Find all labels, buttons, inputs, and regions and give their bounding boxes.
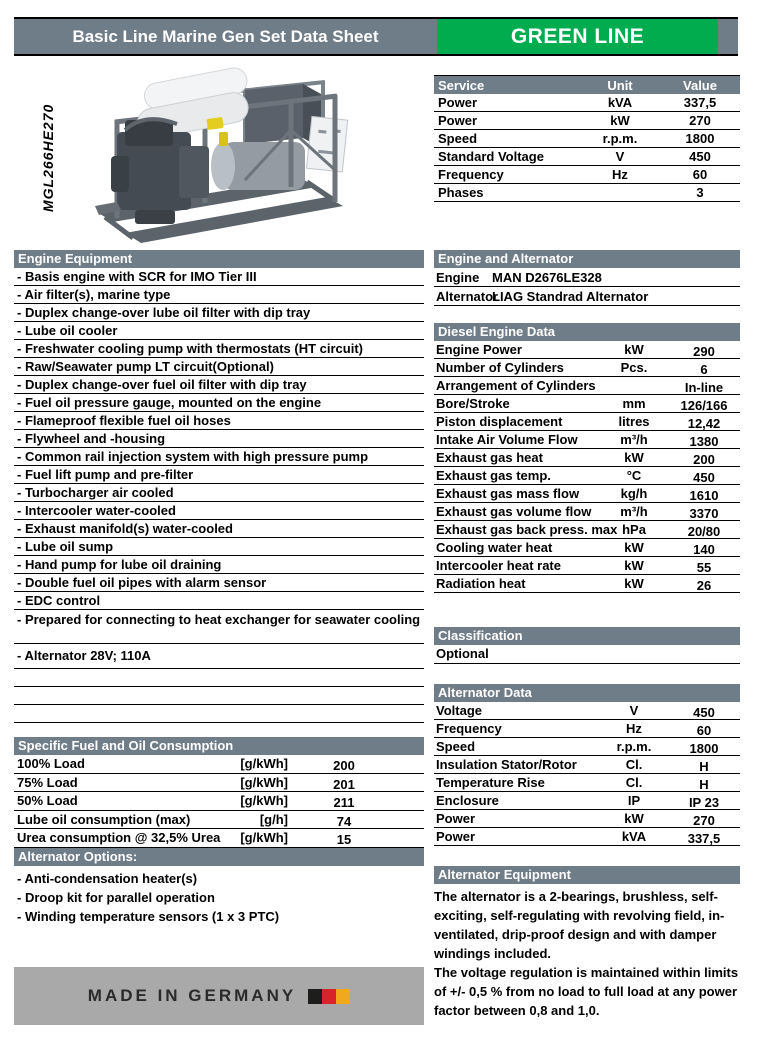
classification-title: Classification (434, 627, 740, 645)
fuel-label: Lube oil consumption (max) (17, 811, 191, 827)
service-row (434, 94, 740, 112)
fuel-label: 100% Load (17, 756, 85, 772)
service-col-header: Service (438, 77, 485, 93)
data-row (434, 792, 740, 810)
service-unit: r.p.m. (602, 131, 638, 146)
equipment-item: - Common rail injection system with high pressure pump (14, 448, 424, 466)
service-value: 450 (689, 149, 711, 164)
row-label: Frequency (436, 721, 502, 736)
fuel-unit: [g/kWh] (240, 774, 288, 790)
model-code-label: MGL266HE270 (40, 103, 56, 212)
equipment-item: - Freshwater cooling pump with thermostats (HT circuit) (14, 340, 424, 358)
green-line-badge (437, 19, 718, 54)
row-value: H (699, 777, 709, 792)
genset-illustration (95, 60, 350, 252)
row-value: In-line (684, 380, 724, 395)
lifting-bracket (219, 132, 228, 146)
service-unit: Hz (612, 167, 628, 182)
equipment-item: - Flameproof flexible fuel oil hoses (14, 412, 424, 430)
equipment-item: - EDC control (14, 592, 424, 610)
service-table (434, 75, 740, 202)
service-unit: V (615, 149, 625, 164)
row-label: Enclosure (436, 793, 499, 808)
row-label: Bore/Stroke (436, 396, 510, 411)
row-value: 1380 (689, 434, 719, 449)
data-row (434, 539, 740, 557)
service-row (434, 130, 740, 148)
row-value: 200 (693, 452, 715, 467)
row-value: 270 (693, 813, 715, 828)
data-row (434, 774, 740, 792)
fuel-row (14, 792, 424, 811)
unit-col-header: Unit (607, 77, 633, 93)
fuel-value: 15 (336, 832, 352, 848)
row-label: Exhaust gas heat (436, 450, 543, 465)
equipment-item: - Hand pump for lube oil draining (14, 556, 424, 574)
classification-value: Optional (434, 645, 740, 664)
made-in-germany-banner (14, 967, 424, 1025)
diesel-engine-data-title: Diesel Engine Data (434, 323, 740, 341)
data-row (434, 720, 740, 738)
row-value: 12,42 (687, 416, 721, 431)
row-unit: kW (624, 576, 644, 591)
row-label: Engine Power (436, 342, 522, 357)
service-value: 1800 (685, 131, 715, 146)
data-row (434, 377, 740, 395)
equipment-item: - Basis engine with SCR for IMO Tier III (14, 268, 424, 286)
row-unit: hPa (622, 522, 646, 537)
service-table-body (434, 94, 740, 202)
row-unit: kVA (621, 829, 647, 844)
diesel-engine-data-section (434, 323, 740, 593)
flag-gold-stripe (336, 989, 350, 1004)
service-label: Power (438, 95, 478, 110)
fuel-row (14, 774, 424, 793)
row-label: Insulation Stator/Rotor (436, 757, 577, 772)
row-unit: kW (624, 450, 644, 465)
blank-row (14, 669, 424, 687)
service-table-header (434, 75, 740, 94)
data-row (434, 756, 740, 774)
equipment-item: - Duplex change-over fuel oil filter with dip tray (14, 376, 424, 394)
equipment-item: - Raw/Seawater pump LT circuit(Optional) (14, 358, 424, 376)
data-row (434, 503, 740, 521)
data-row (434, 575, 740, 593)
alternator-data-body (434, 702, 740, 846)
data-row (434, 359, 740, 377)
service-row (434, 148, 740, 166)
data-row (434, 467, 740, 485)
page-title: Basic Line Marine Gen Set Data Sheet (72, 27, 379, 46)
row-label: Intake Air Volume Flow (436, 432, 578, 447)
row-value: 140 (693, 542, 715, 557)
engine-equipment-title: Engine Equipment (14, 250, 424, 268)
alternator-data-section (434, 684, 740, 846)
equipment-item: - Fuel lift pump and pre-filter (14, 466, 424, 484)
alternator-options-section (14, 848, 424, 926)
row-label: Temperature Rise (436, 775, 545, 790)
row-unit: °C (626, 468, 642, 483)
row-value: 450 (693, 470, 715, 485)
data-row (434, 557, 740, 575)
service-unit: kVA (607, 95, 633, 110)
equipment-item: - Turbocharger air cooled (14, 484, 424, 502)
engine-equipment-list (14, 268, 424, 610)
service-label: Standard Voltage (438, 149, 544, 164)
diesel-engine-data-body (434, 341, 740, 593)
alternator-options-list (14, 869, 424, 926)
service-label: Phases (438, 185, 484, 200)
fuel-value: 211 (333, 795, 355, 811)
service-value: 270 (689, 113, 711, 128)
german-flag-icon (308, 989, 350, 1004)
row-value: H (699, 759, 709, 774)
service-unit: kW (610, 113, 630, 128)
row-unit: mm (622, 396, 646, 411)
row-label: Arrangement of Cylinders (436, 378, 596, 393)
engine-and-alternator-body (434, 268, 740, 306)
service-row (434, 166, 740, 184)
data-row (434, 485, 740, 503)
equipment-item: - Fuel oil pressure gauge, mounted on the engine (14, 394, 424, 412)
alternator-equipment-text (434, 887, 740, 1020)
row-unit: m³/h (620, 432, 648, 447)
equipment-item: - Air filter(s), marine type (14, 286, 424, 304)
fuel-unit: [g/kWh] (240, 830, 288, 846)
row-unit: IP (627, 793, 641, 808)
data-row (434, 738, 740, 756)
row-value: 126/166 (680, 398, 728, 413)
row-label: Engine (436, 269, 480, 285)
data-row (434, 828, 740, 846)
made-in-germany-label: MADE IN GERMANY (87, 986, 297, 1005)
row-value: 60 (696, 723, 712, 738)
fuel-row (14, 829, 424, 848)
row-label: Exhaust gas volume flow (436, 504, 592, 519)
equipment-item: - Prepared for connecting to heat exchanger for seawater cooling (14, 610, 424, 644)
engine-alternator-row (434, 268, 740, 287)
equipment-item: - Intercooler water-cooled (14, 502, 424, 520)
row-label: Piston displacement (436, 414, 563, 429)
data-row (434, 521, 740, 539)
fuel-unit: [g/kWh] (240, 793, 288, 809)
row-value: IP 23 (688, 795, 720, 810)
flag-red-stripe (322, 989, 336, 1004)
header-bar (14, 17, 738, 56)
option-item: - Droop kit for parallel operation (17, 890, 215, 905)
row-unit: Cl. (625, 757, 643, 772)
row-unit: kW (624, 558, 644, 573)
blank-row (14, 705, 424, 723)
equipment-item: - Alternator 28V; 110A (14, 644, 424, 669)
row-value: 3370 (689, 506, 719, 521)
data-row (434, 449, 740, 467)
equipment-paragraph: The alternator is a 2-bearings, brushless, self-exciting, self-regulating with revolving field, in-ventilated, drip-proof design and with damper windings included. (434, 889, 725, 961)
value-col-header: Value (683, 77, 717, 93)
service-label: Power (438, 113, 478, 128)
blank-row (14, 687, 424, 705)
service-row (434, 184, 740, 202)
row-value: 6 (700, 362, 708, 377)
data-row (434, 702, 740, 720)
row-unit: m³/h (620, 504, 648, 519)
lifting-bracket (206, 117, 223, 130)
fuel-label: 75% Load (17, 774, 78, 790)
service-value: 337,5 (683, 95, 717, 110)
service-label: Speed (438, 131, 478, 146)
row-value: 450 (693, 705, 715, 720)
fuel-value: 74 (336, 813, 352, 829)
fuel-row (14, 811, 424, 830)
green-line-label: GREEN LINE (510, 25, 645, 48)
equipment-item: - Lube oil cooler (14, 322, 424, 340)
row-label: Intercooler heat rate (436, 558, 561, 573)
row-label: Alternator (436, 288, 499, 304)
service-label: Frequency (438, 167, 504, 182)
row-label: Voltage (436, 703, 482, 718)
fuel-unit: [g/kWh] (240, 756, 288, 772)
fuel-value: 201 (333, 776, 355, 792)
row-label: Exhaust gas mass flow (436, 486, 580, 501)
row-unit: r.p.m. (616, 739, 652, 754)
service-value: 60 (692, 167, 708, 182)
row-value: 26 (696, 578, 712, 593)
fuel-row (14, 755, 424, 774)
fuel-unit: [g/h] (259, 811, 288, 827)
fuel-label: Urea consumption @ 32,5% Urea (17, 830, 221, 846)
engine-equipment-section (14, 250, 424, 723)
data-row (434, 431, 740, 449)
fuel-consumption-section (14, 737, 424, 848)
row-label: Cooling water heat (436, 540, 553, 555)
fuel-value: 200 (333, 758, 355, 774)
engine-and-alternator-title: Engine and Alternator (434, 250, 740, 268)
data-row (434, 810, 740, 828)
alternator-data-title: Alternator Data (434, 684, 740, 702)
engine-and-alternator-section (434, 250, 740, 306)
data-row (434, 341, 740, 359)
row-unit: Pcs. (620, 360, 648, 375)
row-label: Power (436, 811, 476, 826)
row-value: LIAG Standrad Alternator (492, 288, 649, 304)
row-label: Exhaust gas back press. max (436, 522, 618, 537)
row-value: 20/80 (687, 524, 721, 539)
row-value: 1800 (689, 741, 719, 756)
equipment-paragraph: The voltage regulation is maintained within limits of +/- 0,5 % from no load to full load at any power factor between 0,8 and 1,0. (434, 965, 739, 1018)
equipment-item: - Duplex change-over lube oil filter with dip tray (14, 304, 424, 322)
row-value: 337,5 (687, 831, 721, 846)
row-unit: litres (618, 414, 650, 429)
row-value: 55 (696, 560, 712, 575)
equipment-item: - Double fuel oil pipes with alarm sensor (14, 574, 424, 592)
fuel-consumption-title: Specific Fuel and Oil Consumption (14, 737, 424, 755)
fuel-label: 50% Load (17, 793, 78, 809)
data-row (434, 413, 740, 431)
row-unit: Hz (626, 721, 642, 736)
equipment-item: - Flywheel and -housing (14, 430, 424, 448)
service-value: 3 (696, 185, 704, 200)
engine-block (111, 119, 209, 224)
row-unit: V (629, 703, 639, 718)
row-unit: Cl. (625, 775, 643, 790)
classification-section (434, 627, 740, 664)
row-value: 290 (693, 344, 715, 359)
engine-alternator-row (434, 287, 740, 306)
equipment-item: - Exhaust manifold(s) water-cooled (14, 520, 424, 538)
row-value: 1610 (689, 488, 719, 503)
coupling (211, 142, 235, 190)
option-item: - Anti-condensation heater(s) (17, 871, 198, 886)
row-unit: kW (624, 342, 644, 357)
row-label: Power (436, 829, 476, 844)
row-label: Exhaust gas temp. (436, 468, 551, 483)
data-row (434, 395, 740, 413)
row-label: Speed (436, 739, 476, 754)
alternator-equipment-section (434, 866, 740, 1020)
fuel-consumption-body (14, 755, 424, 848)
genset-image (95, 60, 350, 252)
equipment-item: - Lube oil sump (14, 538, 424, 556)
row-unit: kg/h (620, 486, 648, 501)
row-unit: kW (624, 540, 644, 555)
row-unit: kW (624, 811, 644, 826)
service-row (434, 112, 740, 130)
option-item: - Winding temperature sensors (1 x 3 PTC) (17, 909, 280, 924)
row-label: Radiation heat (436, 576, 526, 591)
row-value: MAN D2676LE328 (492, 269, 602, 285)
flag-black-stripe (308, 989, 322, 1004)
alternator-options-title: Alternator Options: (14, 848, 424, 866)
row-label: Number of Cylinders (436, 360, 564, 375)
alternator-equipment-title: Alternator Equipment (434, 866, 740, 884)
